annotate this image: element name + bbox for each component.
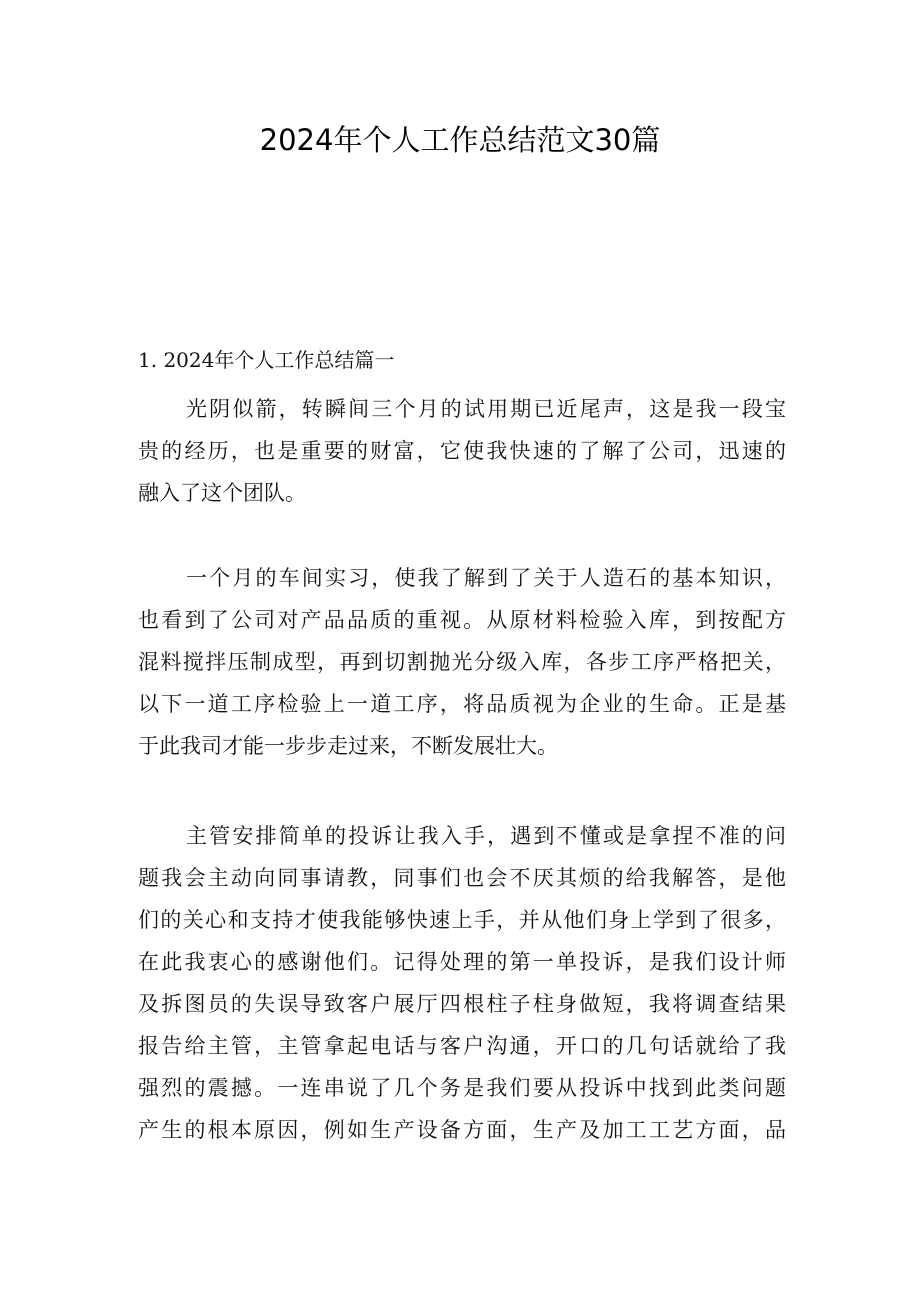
paragraph-line: 混料搅拌压制成型，再到切割抛光分级入库，各步工序严格把关， bbox=[138, 650, 786, 674]
paragraph-3 bbox=[138, 815, 786, 1151]
paragraph-line: 光阴似箭，转瞬间三个月的试用期已近尾声，这是我一段宝 bbox=[186, 397, 786, 421]
paragraph-line: 题我会主动向同事请教，同事们也会不厌其烦的给我解答，是他 bbox=[138, 866, 786, 890]
paragraph-line: 融入了这个团队。 bbox=[138, 481, 306, 505]
paragraph-line: 在此我衷心的感谢他们。记得处理的第一单投诉，是我们设计师 bbox=[138, 950, 786, 974]
document-title: 2024年个人工作总结范文30篇 bbox=[259, 123, 661, 157]
paragraph-2 bbox=[138, 557, 786, 767]
paragraph-line: 于此我司才能一步步走过来，不断发展壮大。 bbox=[138, 734, 558, 758]
paragraph-line: 一个月的车间实习，使我了解到了关于人造石的基本知识， bbox=[186, 566, 786, 590]
paragraph-1 bbox=[138, 388, 786, 514]
paragraph-line: 强烈的震撼。一连串说了几个务是我们要从投诉中找到此类问题 bbox=[138, 1076, 786, 1100]
paragraph-line: 报告给主管，主管拿起电话与客户沟通，开口的几句话就给了我 bbox=[138, 1034, 786, 1058]
paragraph-line: 也看到了公司对产品品质的重视。从原材料检验入库，到按配方 bbox=[138, 608, 786, 632]
section-heading: 1. 2024年个人工作总结篇一 bbox=[138, 348, 395, 372]
paragraph-line: 产生的根本原因，例如生产设备方面，生产及加工工艺方面，品 bbox=[138, 1118, 786, 1142]
paragraph-line: 及拆图员的失误导致客户展厅四根柱子柱身做短，我将调查结果 bbox=[138, 992, 786, 1016]
paragraph-line: 们的关心和支持才使我能够快速上手，并从他们身上学到了很多， bbox=[138, 908, 786, 932]
paragraph-line: 主管安排简单的投诉让我入手，遇到不懂或是拿捏不准的问 bbox=[186, 824, 786, 848]
paragraph-line: 以下一道工序检验上一道工序，将品质视为企业的生命。正是基 bbox=[138, 692, 786, 716]
paragraph-line: 贵的经历，也是重要的财富，它使我快速的了解了公司，迅速的 bbox=[138, 439, 786, 463]
